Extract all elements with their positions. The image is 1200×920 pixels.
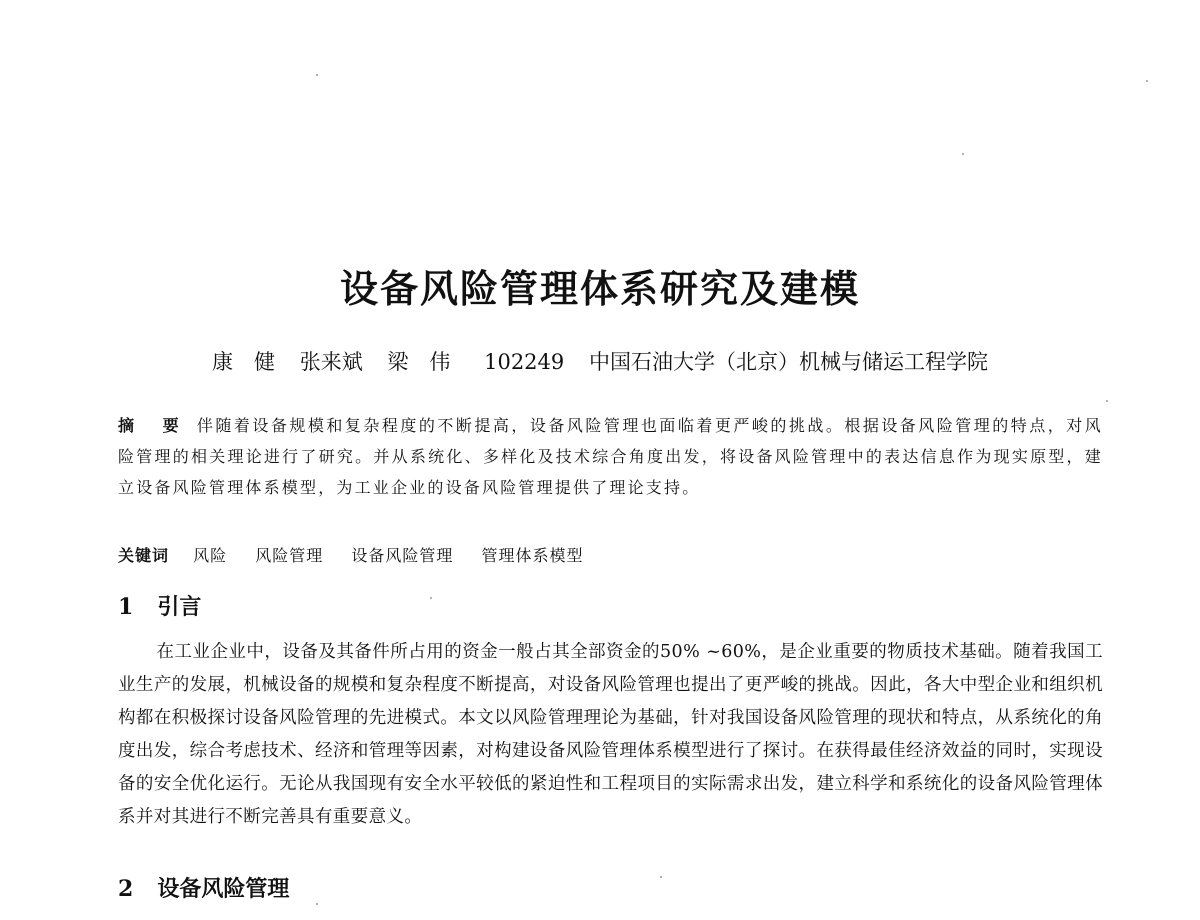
keyword: 风险管理 [255,546,324,565]
section-title: 设备风险管理 [157,877,290,902]
abstract [118,410,1103,503]
section-paragraph: 在工业企业中，设备及其备件所占用的资金一般占其全部资金的50% ~60%，是企业重要的物质技术基础。随着我国工业生产的发展，机械设备的规模和复杂程度不断提高，对设备风险管理也提出了更严峻的挑战。因此，各大中型企业和组织机构都在积极探讨设备风险管理的先进模式。本文以风险管理理论为基础，针对我国设备风险管理的现状和特点，从系统化的角度出发，综合考虑技术、经济和管理等因素，对构建设备风险管理体系模型进行了探讨。在获得最佳经济效益的同时，实现设备的安全优化运行。无论从我国现有安全水平较低的紧迫性和工程项目的实际需求出发，建立科学和系统化的设备风险管理体系并对其进行不断完善具有重要意义。 [118,642,1103,827]
section-number: 1 [118,594,134,620]
section-heading [118,872,289,903]
author-name: 梁 伟 [387,350,451,374]
scan-speck [316,903,318,905]
scan-speck [430,597,432,599]
section-title: 引言 [157,595,202,620]
scan-speck [962,153,964,155]
abstract-text: 伴随着设备规模和复杂程度的不断提高，设备风险管理也面临着更严峻的挑战。根据设备风险管理的特点，对风险管理的相关理论进行了研究。并从系统化、多样化及技术综合角度出发，将设备风险管理中的表达信息作为现实原型，建立设备风险管理体系模型，为工业企业的设备风险管理提供了理论支持。 [118,416,1103,497]
keywords-line [118,543,605,566]
keywords-label: 关键词 [118,546,170,565]
scan-speck [1146,80,1148,82]
author-name: 张来斌 [299,350,363,374]
keyword: 设备风险管理 [351,546,454,565]
affiliation: 中国石油大学（北京）机械与储运工程学院 [588,350,988,374]
section-heading [118,590,201,621]
scan-speck [660,876,662,878]
author-name: 康 健 [212,350,276,374]
scan-speck [316,74,318,76]
keyword: 管理体系模型 [481,546,584,565]
keyword: 风险 [193,546,228,565]
paper-title: 设备风险管理体系研究及建模 [339,267,860,311]
author-line [0,346,1200,376]
section-number: 2 [118,876,134,902]
postcode: 102249 [484,350,565,374]
abstract-label: 摘 要 [118,416,185,435]
scan-speck [1106,400,1108,402]
